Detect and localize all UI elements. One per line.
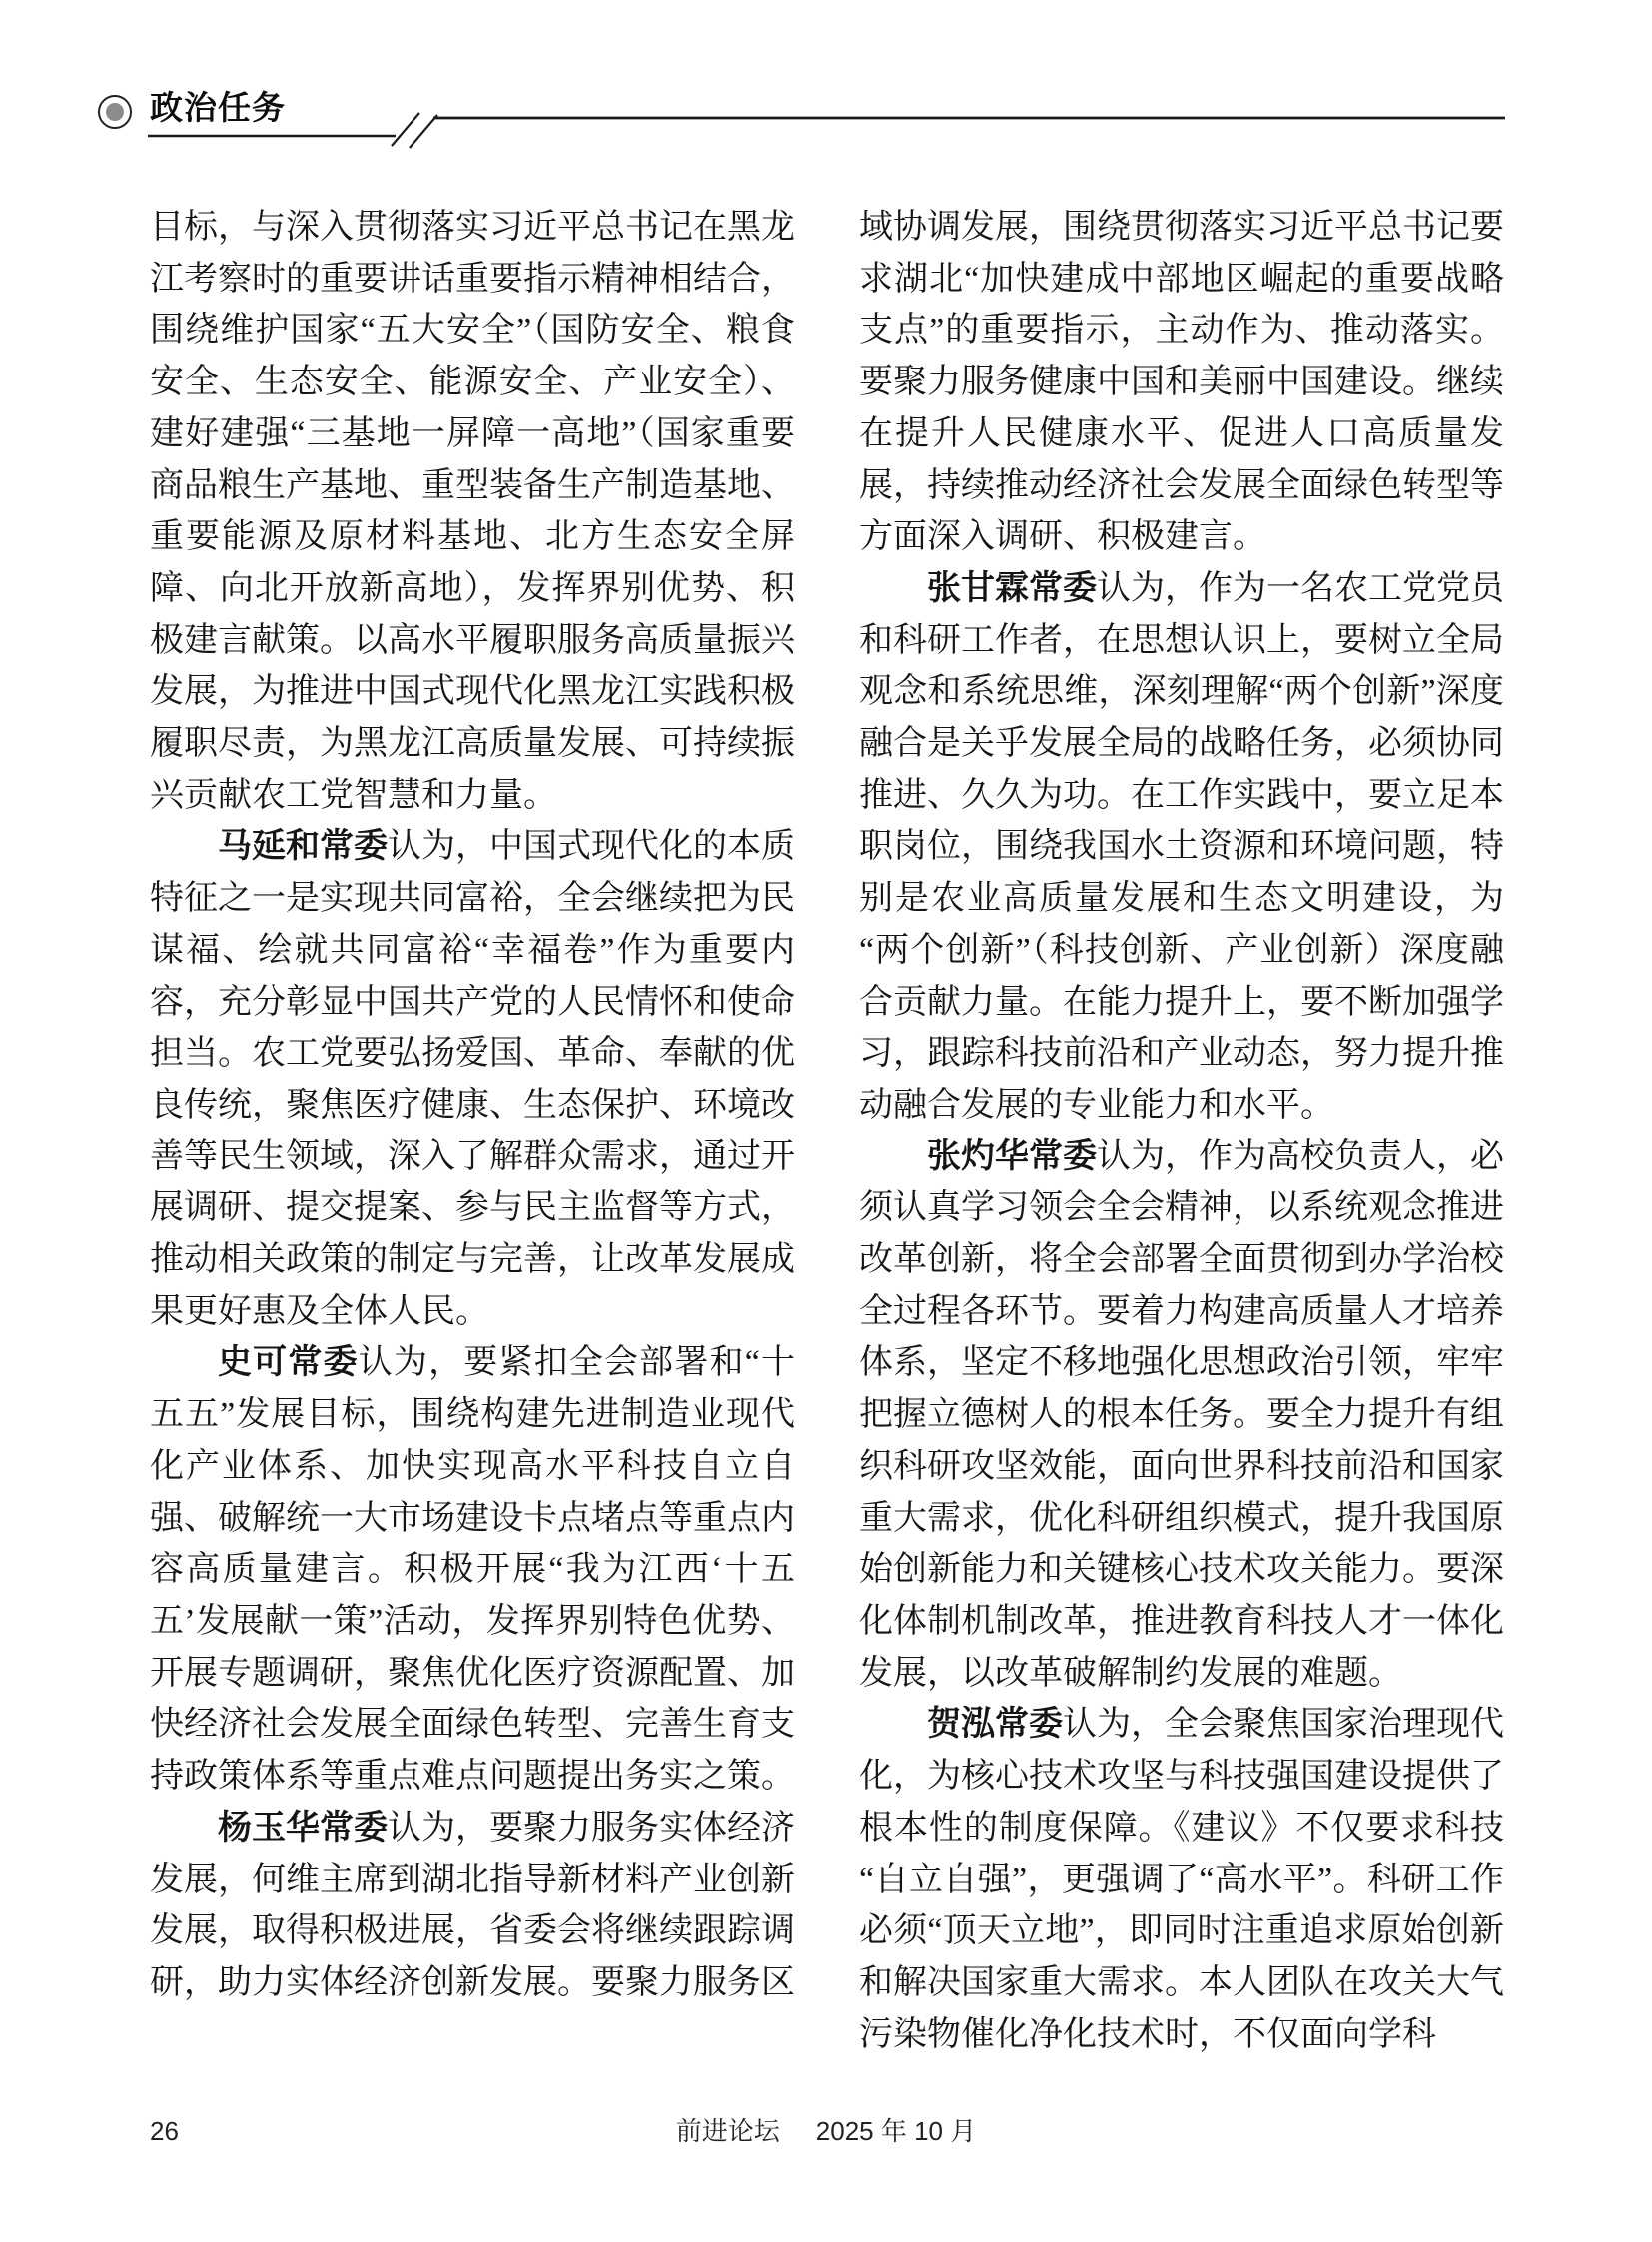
speaker-name: 张灼华常委 <box>927 1136 1097 1175</box>
bullet-target-icon <box>98 95 132 129</box>
article-paragraph: 域协调发展，围绕贯彻落实习近平总书记要求湖北“加快建成中部地区崛起的重要战略支点”的重要指示，主动作为、推动落实。要聚力服务健康中国和美丽中国建设。继续在提升人民健康水平、促进人口高质量发展，持续推动经济社会发展全面绿色转型等方面深入调研、积极建言。 <box>859 209 1504 556</box>
speaker-name: 张甘霖常委 <box>927 568 1097 607</box>
page-number: 26 <box>150 2116 179 2146</box>
article-paragraph: 杨玉华常委认为，要聚力服务实体经济发展，何维主席到湖北指导新材料产业创新发展，取得积极进展，省委会将继续跟踪调研，助力实体经济创新发展。要聚力服务区 <box>150 1808 795 2001</box>
speaker-name: 马延和常委 <box>218 827 388 866</box>
article-column-left <box>150 202 795 2009</box>
page-footer <box>0 2116 1652 2148</box>
article-paragraph: 目标，与深入贯彻落实习近平总书记在黑龙江考察时的重要讲话重要指示精神相结合，围绕维护国家“五大安全”（国防安全、粮食安全、生态安全、能源安全、产业安全）、建好建强“三基地一屏障一高地”（国家重要商品粮生产基地、重型装备生产制造基地、重要能源及原材料基地、北方生态安全屏障、向北开放新高地），发挥界别优势、积极建言献策。以高水平履职服务高质量振兴发展，为推进中国式现代化黑龙江实践积极履职尽责，为黑龙江高质量发展、可持续振兴贡献农工党智慧和力量。 <box>150 209 795 814</box>
speaker-name: 杨玉华常委 <box>218 1808 388 1847</box>
bullet-dot <box>106 103 124 121</box>
article-paragraph: 张灼华常委认为，作为高校负责人，必须认真学习领会全会精神，以系统观念推进改革创新，将全会部署全面贯彻到办学治校全过程各环节。要着力构建高质量人才培养体系，坚定不移地强化思想政治引领，牢牢把握立德树人的根本任务。要全力提升有组织科研攻坚效能，面向世界科技前沿和国家重大需求，优化科研组织模式，提升我国原始创新能力和关键核心技术攻关能力。要深化体制机制改革，推进教育科技人才一体化发展，以改革破解制约发展的难题。 <box>859 1136 1504 1692</box>
issue-date: 2025 年 10 月 <box>815 2116 977 2146</box>
footer-center <box>0 2116 1652 2146</box>
article-column-right <box>859 202 1504 2060</box>
article-paragraph: 张甘霖常委认为，作为一名农工党党员和科研工作者，在思想认识上，要树立全局观念和系统思维，深刻理解“两个创新”深度融合是关乎发展全局的战略任务，必须协同推进、久久为功。在工作实践中，要立足本职岗位，围绕我国水土资源和环境问题，特别是农业高质量发展和生态文明建设，为“两个创新”（科技创新、产业创新）深度融合贡献力量。在能力提升上，要不断加强学习，跟踪科技前沿和产业动态，努力提升推动融合发展的专业能力和水平。 <box>859 568 1504 1123</box>
article-paragraph: 马延和常委认为，中国式现代化的本质特征之一是实现共同富裕，全会继续把为民谋福、绘就共同富裕“幸福卷”作为重要内容，充分彰显中国共产党的人民情怀和使命担当。农工党要弘扬爱国、革命、奉献的优良传统，聚焦医疗健康、生态保护、环境改善等民生领域，深入了解群众需求，通过开展调研、提交提案、参与民主监督等方式，推动相关政策的制定与完善，让改革发展成果更好惠及全体人民。 <box>150 827 795 1330</box>
speaker-name: 史可常委 <box>218 1343 359 1382</box>
section-title: 政治任务 <box>150 89 286 126</box>
speaker-name: 贺泓常委 <box>927 1705 1063 1744</box>
journal-name: 前进论坛 <box>675 2116 780 2146</box>
article-paragraph: 史可常委认为，要紧扣全会部署和“十五五”发展目标，围绕构建先进制造业现代化产业体系、加快实现高水平科技自立自强、破解统一大市场建设卡点堵点等重点内容高质量建言。积极开展“我为江西‘十五五’发展献一策”活动，发挥界别特色优势、开展专题调研，聚焦优化医疗资源配置、加快经济社会发展全面绿色转型、完善生育支持政策体系等重点难点问题提出务实之策。 <box>150 1343 796 1796</box>
article-paragraph: 贺泓常委认为，全会聚焦国家治理现代化，为核心技术攻坚与科技强国建设提供了根本性的制度保障。《建议》不仅要求科技“自立自强”，更强调了“高水平”。科研工作必须“顶天立地”，即同时注重追求原始创新和解决国家重大需求。本人团队在攻关大气污染物催化净化技术时，不仅面向学科 <box>859 1705 1504 2053</box>
